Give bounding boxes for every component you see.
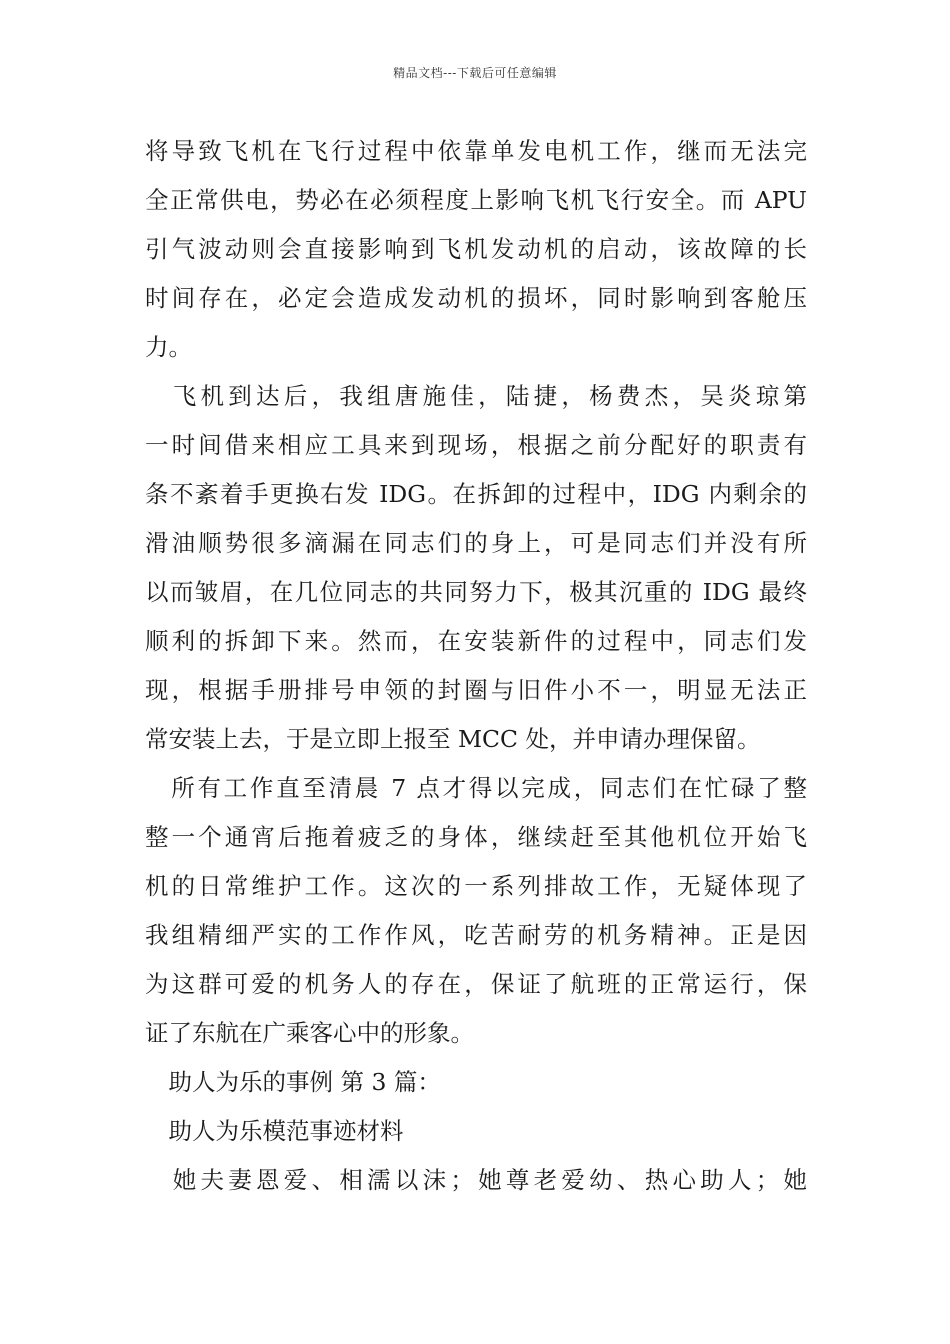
text-line: 全正常供电，势必在必须程度上影响飞机飞行安全。而 APU — [145, 186, 807, 214]
page-header: 精品文档---下载后可任意编辑 — [393, 66, 557, 80]
paragraph — [145, 1156, 807, 1205]
text-line: 证了东航在广乘客心中的形象。 — [145, 1019, 474, 1047]
text-line: 我组精细严实的工作作风，吃苦耐劳的机务精神。正是因 — [145, 921, 807, 949]
text-line: 以而皱眉，在几位同志的共同努力下，极其沉重的 IDG 最终 — [145, 578, 807, 606]
text-line: 时间存在，必定会造成发动机的损坏，同时影响到客舱压 — [145, 284, 807, 312]
text-line: 机的日常维护工作。这次的一系列排故工作，无疑体现了 — [145, 872, 807, 900]
text-line: 助人为乐模范事迹材料 — [145, 1117, 404, 1145]
section-heading — [145, 1058, 807, 1107]
paragraph — [145, 127, 807, 372]
text-line: 飞机到达后，我组唐施佳，陆捷，杨费杰，吴炎琼第 — [145, 382, 807, 410]
text-line: 整一个通宵后拖着疲乏的身体，继续赶至其他机位开始飞 — [145, 823, 807, 851]
text-line: 力。 — [145, 333, 192, 361]
text-line: 将导致飞机在飞行过程中依靠单发电机工作，继而无法完 — [145, 137, 807, 165]
text-line: 顺利的拆卸下来。然而，在安装新件的过程中，同志们发 — [145, 627, 807, 655]
document-title — [145, 1107, 807, 1156]
document-body — [145, 127, 807, 1205]
text-line: 现，根据手册排号申领的封圈与旧件小不一，明显无法正 — [145, 676, 807, 704]
text-line: 引气波动则会直接影响到飞机发动机的启动，该故障的长 — [145, 235, 807, 263]
text-line: 为这群可爱的机务人的存在，保证了航班的正常运行，保 — [145, 970, 807, 998]
text-line: 助人为乐的事例 第 3 篇： — [145, 1068, 441, 1096]
text-line: 滑油顺势很多滴漏在同志们的身上，可是同志们并没有所 — [145, 529, 807, 557]
text-line: 她夫妻恩爱、相濡以沫；她尊老爱幼、热心助人；她 — [145, 1166, 807, 1194]
text-line: 条不紊着手更换右发 IDG。在拆卸的过程中，IDG 内剩余的 — [145, 480, 807, 508]
paragraph — [145, 372, 807, 764]
text-line: 所有工作直至清晨 7 点才得以完成，同志们在忙碌了整 — [145, 774, 807, 802]
paragraph — [145, 764, 807, 1058]
text-line: 常安装上去，于是立即上报至 MCC 处，并申请办理保留。 — [145, 725, 761, 753]
text-line: 一时间借来相应工具来到现场，根据之前分配好的职责有 — [145, 431, 807, 459]
